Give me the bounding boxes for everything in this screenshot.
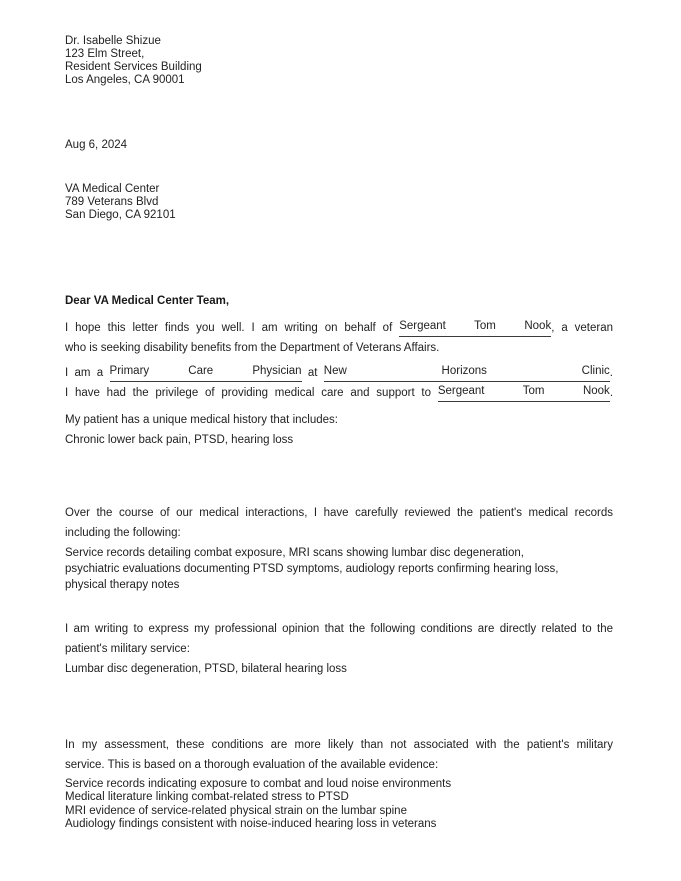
intro-line-1-text: I hope this letter finds you well. I am writing on behalf of [65,322,393,334]
recipient-name: VA Medical Center [65,183,160,195]
records-item: Service records detailing combat exposure, MRI scans showing lumbar disc degeneration, [65,547,524,559]
records-item: psychiatric evaluations documenting PTSD symptoms, audiology reports confirming hearing loss, [65,563,559,575]
records-paragraph [65,503,613,543]
recipient-street: 789 Veterans Blvd [65,196,159,208]
records-line-2: including the following: [65,527,181,539]
credentials-line-2 [65,383,613,403]
evidence-item: MRI evidence of service-related physical strain on the lumbar spine [65,804,407,817]
evidence-item: Service records indicating exposure to combat and loud noise environments [65,778,452,790]
opinion-line-1: I am writing to express my professional opinion that the following conditions are directly related to the [65,623,613,635]
records-line-1: Over the course of our medical interactions, I have carefully reviewed the patient's medical records [65,507,613,519]
role-blank [110,366,302,382]
credentials-line-2-pre: I have had the privilege of providing medical care and support to [65,387,432,399]
letter-date: Aug 6, 2024 [65,139,128,151]
veteran-name-blank [399,321,551,337]
history-intro: My patient has a unique medical history that includes: [65,414,338,426]
records-list [65,545,613,593]
assessment-line-1: In my assessment, these conditions are more likely than not associated with the patient's military [65,739,613,751]
evidence-list [65,778,613,831]
assessment-line-2: service. This is based on a thorough evaluation of the available evidence: [65,759,439,771]
credentials-line-2-period: . [609,387,614,399]
clinic-blank [324,366,610,382]
opinion-conditions: Lumbar disc degeneration, PTSD, bilateral hearing loss [65,663,347,675]
recipient-city: San Diego, CA 92101 [65,209,176,221]
credentials-line-1-period: . [609,367,613,379]
evidence-item: Medical literature linking combat-related stress to PTSD [65,791,349,804]
sender-city: Los Angeles, CA 90001 [65,74,185,86]
intro-line-1-tail: , a veteran [551,322,613,334]
salutation: Dear VA Medical Center Team, [65,295,230,307]
records-item: physical therapy notes [65,579,180,591]
intro-line-1 [65,318,613,338]
credentials-paragraph [65,363,613,403]
credentials-line-1 [65,363,613,383]
recipient-address [65,183,613,222]
sender-building: Resident Services Building [65,61,202,73]
intro-paragraph [65,318,613,358]
sender-name: Dr. Isabelle Shizue [65,35,161,47]
sender-street: 123 Elm Street, [65,48,145,60]
sender-address [65,35,613,87]
evidence-item: Audiology findings consistent with noise-induced hearing loss in veterans [65,817,437,830]
opinion-line-2: patient's military service: [65,643,190,655]
opinion-paragraph [65,619,613,659]
clinic-value: New Horizons Clinic [323,365,610,377]
intro-line-2: who is seeking disability benefits from the Department of Veterans Affairs. [65,342,440,354]
patient-name-value: Sergeant Tom Nook [437,385,610,397]
credentials-line-1-mid: at [307,367,318,379]
patient-name-blank [438,386,610,402]
role-value: Primary Care Physician [109,365,302,377]
assessment-paragraph [65,735,613,775]
credentials-line-1-pre: I am a [65,367,104,379]
history-conditions: Chronic lower back pain, PTSD, hearing loss [65,434,294,446]
veteran-name-value: Sergeant Tom Nook [399,320,552,332]
